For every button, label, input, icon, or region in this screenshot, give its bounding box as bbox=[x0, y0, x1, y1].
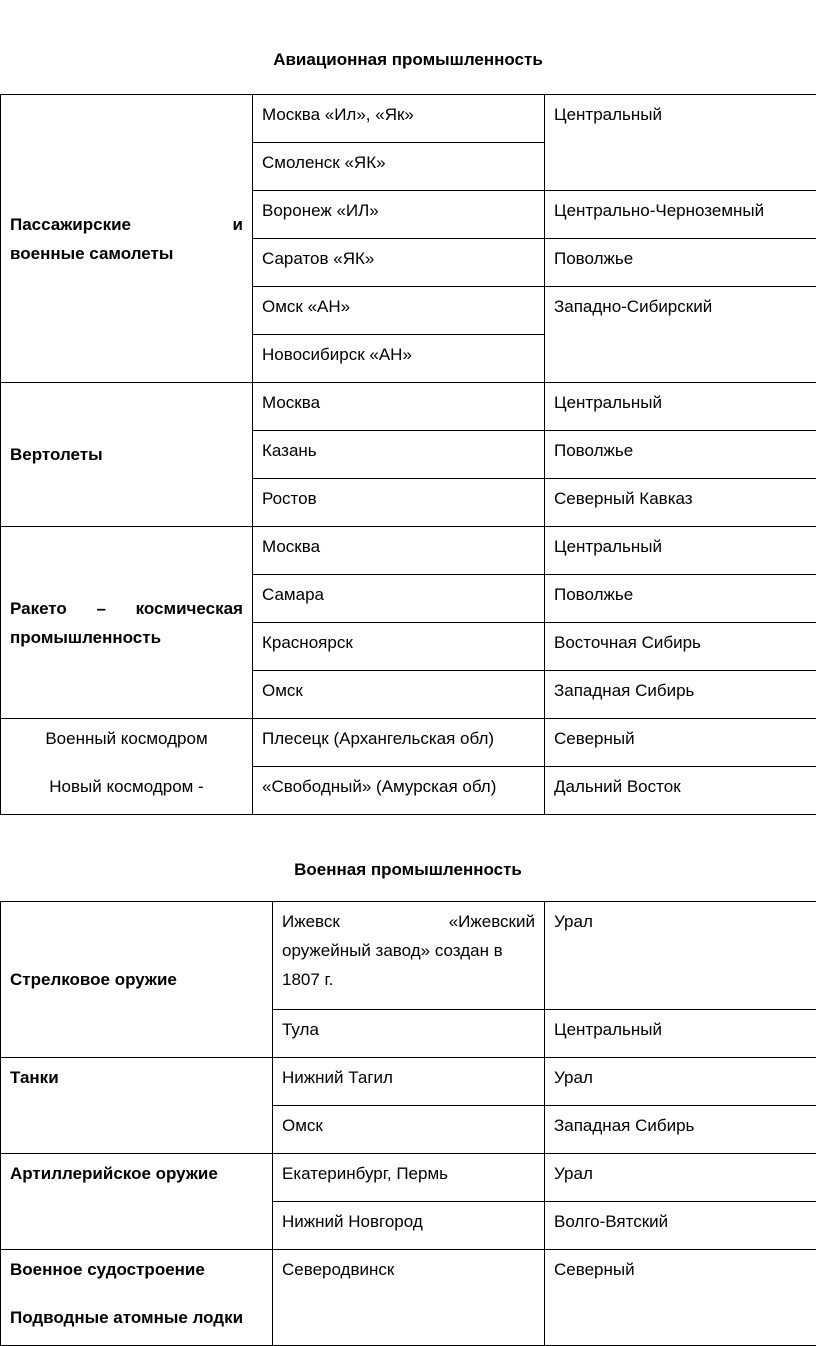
category-label: Новый космодром - bbox=[49, 777, 204, 796]
category-label: и bbox=[232, 214, 243, 234]
category-label: Военный космодром bbox=[45, 729, 208, 748]
city-cell: Красноярск bbox=[253, 623, 545, 671]
city-cell: Омск bbox=[253, 671, 545, 719]
category-cell bbox=[1, 527, 253, 719]
city-cell: Тула bbox=[273, 1010, 545, 1058]
region-cell: Северный bbox=[545, 719, 816, 767]
region-cell: Западная Сибирь bbox=[545, 1106, 816, 1154]
category-cell bbox=[1, 95, 253, 383]
city-cell: Екатеринбург, Пермь bbox=[273, 1154, 545, 1202]
city-cell: Москва bbox=[253, 383, 545, 431]
city-cell: Казань bbox=[253, 431, 545, 479]
city-cell: «Свободный» (Амурская обл) bbox=[253, 767, 545, 815]
category-label: космическая bbox=[135, 598, 243, 618]
table-row bbox=[1, 1250, 816, 1346]
military-table bbox=[0, 901, 816, 1346]
city-label: оружейный завод» создан в bbox=[282, 941, 503, 960]
city-cell: Нижний Тагил bbox=[273, 1058, 545, 1106]
region-cell: Поволжье bbox=[545, 239, 816, 287]
region-cell: Дальний Восток bbox=[545, 767, 816, 815]
table-row bbox=[1, 527, 816, 575]
category-cell: Стрелковое оружие bbox=[1, 902, 273, 1058]
category-cell: Вертолеты bbox=[1, 383, 253, 527]
region-cell: Западно-Сибирский bbox=[545, 287, 816, 383]
category-label: военные самолеты bbox=[10, 243, 174, 263]
category-label: Военное судостроение bbox=[10, 1260, 205, 1279]
table-row bbox=[1, 95, 816, 143]
city-cell: Новосибирск «АН» bbox=[253, 335, 545, 383]
city-cell: Москва bbox=[253, 527, 545, 575]
category-label: Пассажирские bbox=[10, 214, 132, 234]
aviation-table bbox=[0, 94, 816, 815]
city-cell: Саратов «ЯК» bbox=[253, 239, 545, 287]
region-cell: Центральный bbox=[545, 1010, 816, 1058]
city-cell: Северодвинск bbox=[273, 1250, 545, 1346]
table-row bbox=[1, 902, 816, 1010]
table-row bbox=[1, 383, 816, 431]
region-cell: Северный Кавказ bbox=[545, 479, 816, 527]
city-label: «Ижевский bbox=[448, 912, 535, 931]
city-label: 1807 г. bbox=[282, 970, 334, 989]
region-cell: Урал bbox=[545, 1154, 816, 1202]
table-row bbox=[1, 1058, 816, 1106]
city-cell: Ростов bbox=[253, 479, 545, 527]
region-cell: Западная Сибирь bbox=[545, 671, 816, 719]
region-cell: Восточная Сибирь bbox=[545, 623, 816, 671]
category-cell bbox=[1, 1250, 273, 1346]
category-cell bbox=[1, 719, 253, 815]
region-cell: Центральный bbox=[545, 527, 816, 575]
region-cell: Центральный bbox=[545, 383, 816, 431]
category-label: Ракето bbox=[10, 598, 67, 618]
city-cell: Воронеж «ИЛ» bbox=[253, 191, 545, 239]
aviation-title: Авиационная промышленность bbox=[273, 50, 543, 69]
city-cell: Нижний Новгород bbox=[273, 1202, 545, 1250]
region-cell: Поволжье bbox=[545, 575, 816, 623]
city-cell bbox=[273, 902, 545, 1010]
region-cell: Волго-Вятский bbox=[545, 1202, 816, 1250]
table-row bbox=[1, 1154, 816, 1202]
category-label: – bbox=[96, 598, 106, 618]
category-label: промышленность bbox=[10, 627, 162, 647]
category-cell: Танки bbox=[1, 1058, 273, 1154]
table-row bbox=[1, 719, 816, 767]
city-label: Ижевск bbox=[282, 912, 340, 931]
region-cell: Центрально-Черноземный bbox=[545, 191, 816, 239]
category-cell: Артиллерийское оружие bbox=[1, 1154, 273, 1250]
region-cell: Центральный bbox=[545, 95, 816, 191]
region-cell: Урал bbox=[545, 902, 816, 1010]
city-cell: Смоленск «ЯК» bbox=[253, 143, 545, 191]
city-cell: Омск bbox=[273, 1106, 545, 1154]
city-cell: Самара bbox=[253, 575, 545, 623]
city-cell: Омск «АН» bbox=[253, 287, 545, 335]
city-cell: Москва «Ил», «Як» bbox=[253, 95, 545, 143]
region-cell: Поволжье bbox=[545, 431, 816, 479]
city-cell: Плесецк (Архангельская обл) bbox=[253, 719, 545, 767]
category-label: Подводные атомные лодки bbox=[10, 1308, 244, 1327]
region-cell: Урал bbox=[545, 1058, 816, 1106]
region-cell: Северный bbox=[545, 1250, 816, 1346]
military-title: Военная промышленность bbox=[294, 860, 522, 879]
